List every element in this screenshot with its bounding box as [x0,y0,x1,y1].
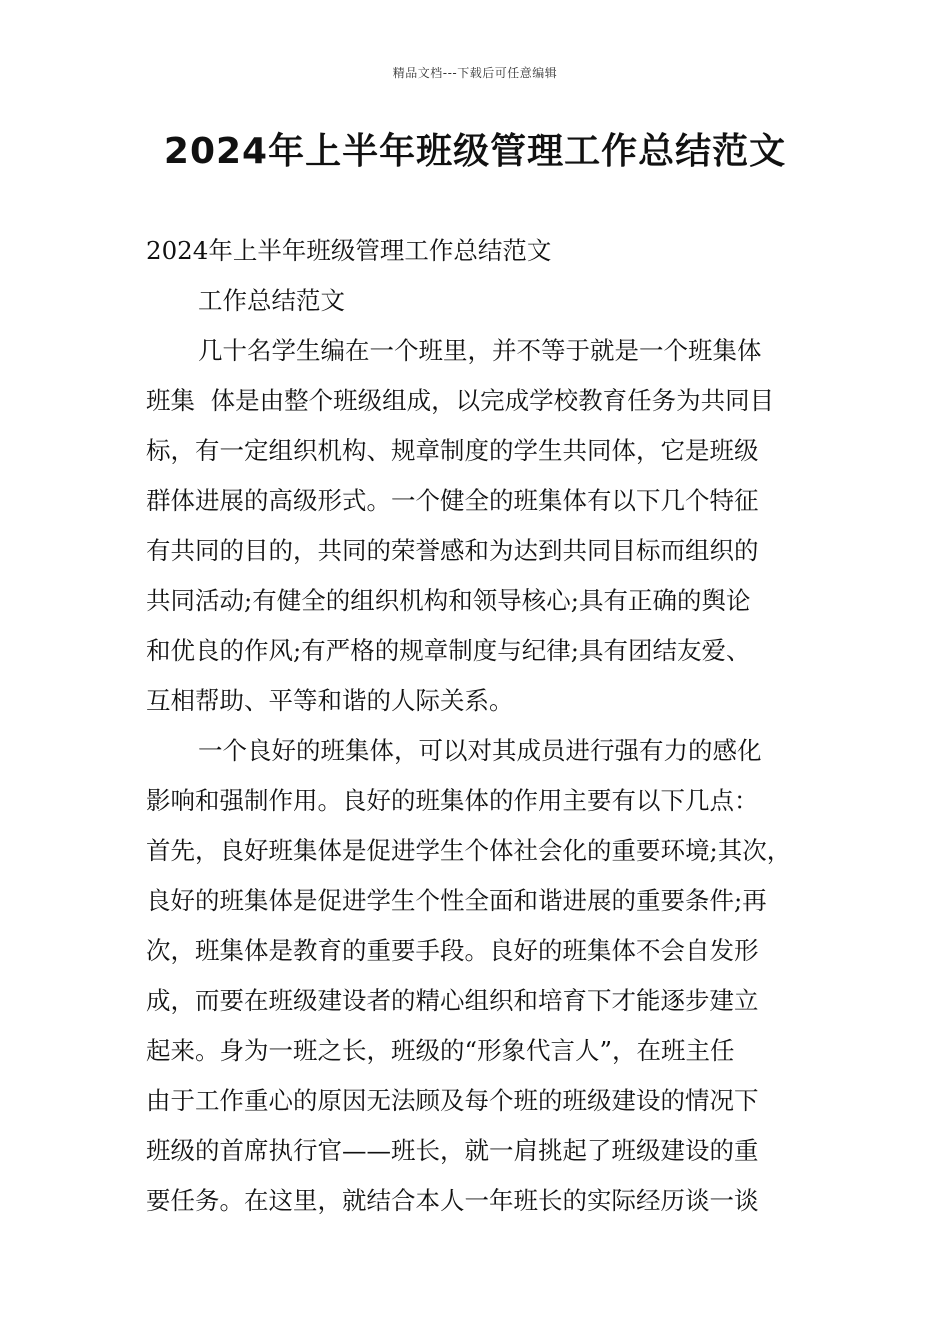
body-line: 一个良好的班集体，可以对其成员进行强有力的感化 [198,736,762,765]
body-line: 2024年上半年班级管理工作总结范文 [146,236,552,265]
body-line: 起来。身为一班之长，班级的“形象代言人”，在班主任 [146,1036,735,1065]
body-line: 群体进展的高级形式。一个健全的班集体有以下几个特征 [146,486,759,515]
document-body [146,226,811,1226]
body-line: 标，有一定组织机构、规章制度的学生共同体，它是班级 [146,436,759,465]
body-line: 互相帮助、平等和谐的人际关系。 [146,686,514,715]
body-line: 要任务。在这里，就结合本人一年班长的实际经历谈一谈 [146,1186,759,1215]
body-line: 首先，良好班集体是促进学生个体社会化的重要环境;其次， [146,836,792,865]
body-line: 班级的首席执行官——班长，就一肩挑起了班级建设的重 [146,1136,759,1165]
body-line: 由于工作重心的原因无法顾及每个班的班级建设的情况下 [146,1086,759,1115]
body-line: 工作总结范文 [198,286,345,315]
document-title: 2024年上半年班级管理工作总结范文 [163,131,787,172]
body-line: 成，而要在班级建设者的精心组织和培育下才能逐步建立 [146,986,759,1015]
body-line: 影响和强制作用。良好的班集体的作用主要有以下几点： [146,786,759,815]
header-note: 精品文档---下载后可任意编辑 [392,66,558,80]
body-line: 良好的班集体是促进学生个性全面和谐进展的重要条件;再 [146,886,767,915]
body-line: 共同活动;有健全的组织机构和领导核心;具有正确的舆论 [146,586,751,615]
body-line: 几十名学生编在一个班里，并不等于就是一个班集体 [198,336,762,365]
body-line: 次，班集体是教育的重要手段。良好的班集体不会自发形 [146,936,759,965]
body-line: 有共同的目的，共同的荣誉感和为达到共同目标而组织的 [146,536,759,565]
body-line: 和优良的作风;有严格的规章制度与纪律;具有团结友爱、 [146,636,751,665]
body-line: 班集 体是由整个班级组成，以完成学校教育任务为共同目 [146,386,775,415]
